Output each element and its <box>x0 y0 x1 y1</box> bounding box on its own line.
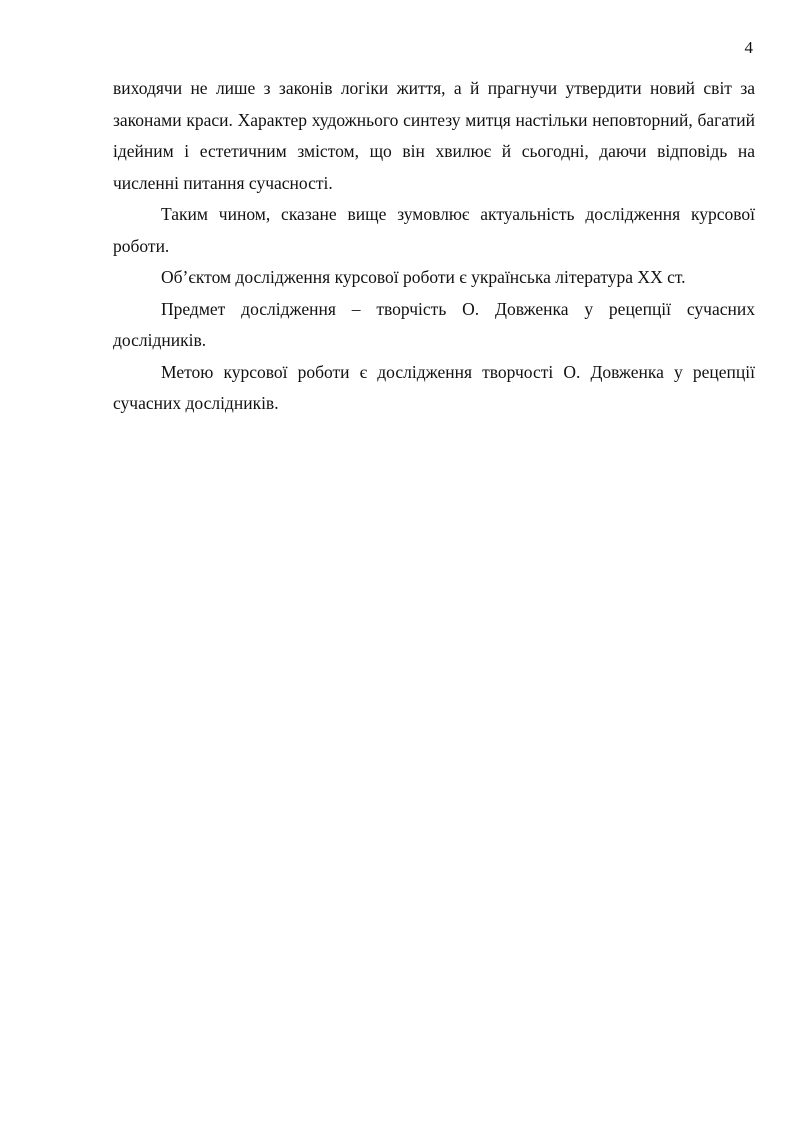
page-number: 4 <box>744 38 753 57</box>
paragraph-goal: Метою курсової роботи є дослідження творчості О. Довженка у рецепції сучасних дослідників. <box>113 361 755 413</box>
paragraph-subject: Предмет дослідження – творчість О. Довженка у рецепції сучасних дослідників. <box>113 298 755 350</box>
paragraph-continuation: виходячи не лише з законів логіки життя, а й прагнучи утвердити новий світ за законами краси. Характер художнього синтезу митця настільки неповторний, багатий ідейним і естетичним змістом, що він хвилює й сьогодні, даючи відповідь на численні питання сучасності. <box>113 78 755 193</box>
paragraph-object: Об’єктом дослідження курсової роботи є українська література ХХ ст. <box>161 267 686 287</box>
paragraph-relevance: Таким чином, сказане вище зумовлює актуальність дослідження курсової роботи. <box>113 204 755 256</box>
body-text <box>113 73 755 420</box>
